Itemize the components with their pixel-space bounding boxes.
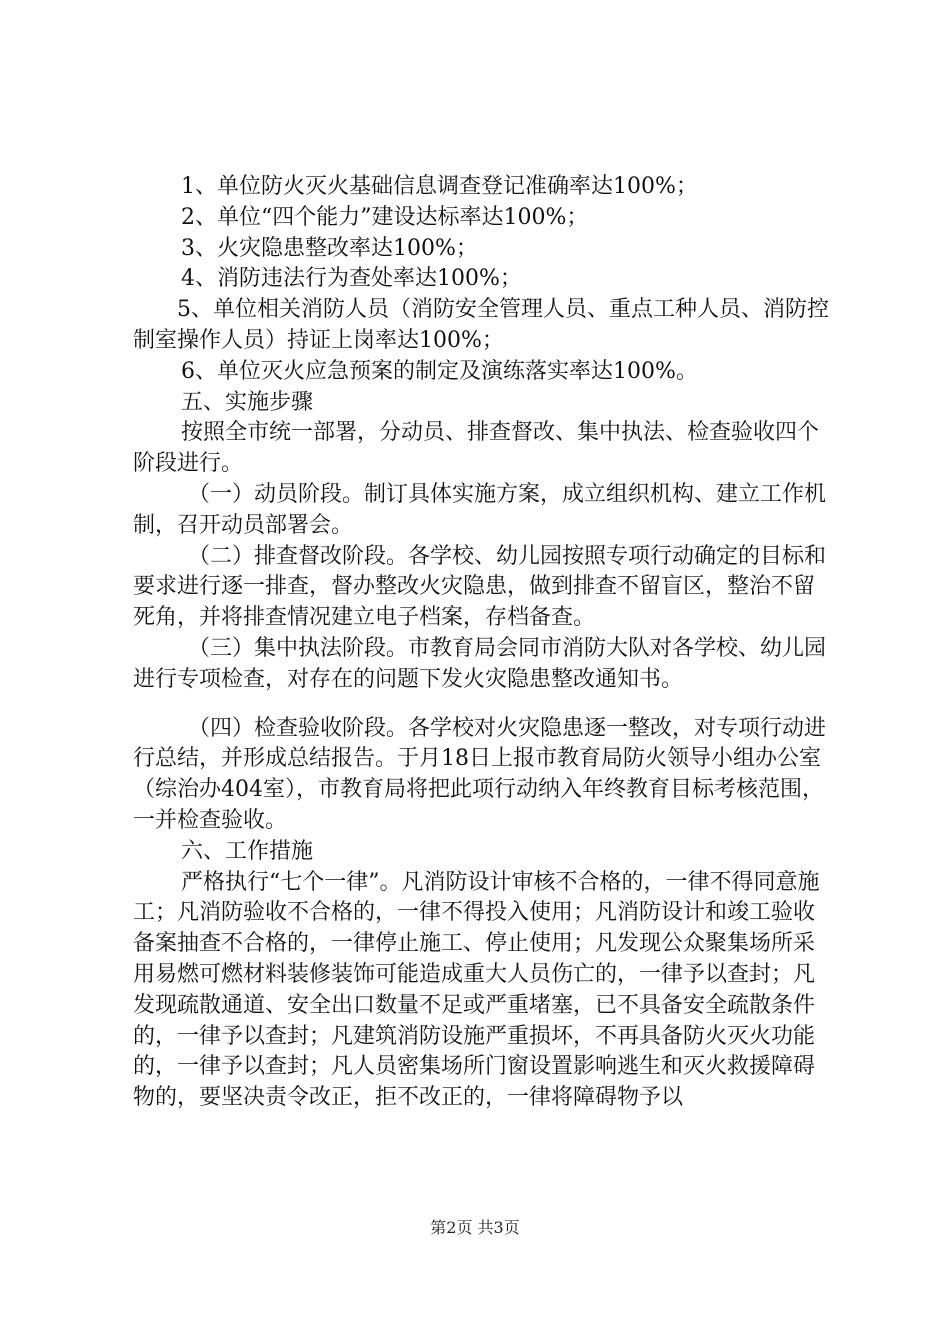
page-footer: 第2页 共3页: [430, 1218, 520, 1237]
target-item-1: 1、单位防火灭火基础信息调查登记准确率达100%；: [181, 174, 698, 199]
step-enforcement-paragraph: （三）集中执法阶段。市教育局会同市消防大队对各学校、幼儿园进行专项检查，对存在的问题下发火灾隐患整改通知书。: [133, 635, 827, 692]
target-item-5: 5、单位相关消防人员（消防安全管理人员、重点工种人员、消防控制室操作人员）持证上岗率达100%；: [133, 297, 829, 353]
section-heading-six: 六、工作措施: [181, 838, 314, 864]
section-heading-five: 五、实施步骤: [181, 389, 314, 415]
step-acceptance-paragraph: （四）检查验收阶段。各学校对火灾隐患逐一整改，对专项行动进行总结，并形成总结报告。于月18日上报市教育局防火领导小组办公室（综治办404室），市教育局将把此项行动纳入年终教育目标考核范围，一并检查验收。: [133, 715, 827, 833]
target-item-2: 2、单位“四个能力”建设达标率达100%；: [181, 204, 589, 230]
target-item-6: 6、单位灭火应急预案的制定及演练落实率达100%。: [181, 358, 698, 384]
target-item-4: 4、消防违法行为查处率达100%；: [181, 266, 522, 292]
paragraph-spacer: [133, 696, 833, 714]
steps-intro-paragraph: 按照全市统一部署，分动员、排查督改、集中执法、检查验收四个阶段进行。: [133, 420, 820, 477]
step-inspection-paragraph: （二）排查督改阶段。各学校、幼儿园按照专项行动确定的目标和要求进行逐一排查，督办整改火灾隐患，做到排查不留盲区，整治不留死角，并将排查情况建立电子档案，存档备查。: [133, 543, 827, 631]
document-body: [133, 172, 833, 1114]
step-mobilization-paragraph: （一）动员阶段。制订具体实施方案，成立组织机构、建立工作机制，召开动员部署会。: [133, 481, 827, 538]
measures-paragraph: 严格执行“七个一律”。凡消防设计审核不合格的，一律不得同意施工；凡消防验收不合格的，一律不得投入使用；凡消防设计和竣工验收备案抽查不合格的，一律停止施工、停止使用；凡发现公众聚集场所采用易燃可燃材料装修装饰可能造成重大人员伤亡的，一律予以查封；凡发现疏散通道、安全出口数量不足或严重堵塞，已不具备安全疏散条件的，一律予以查封；凡建筑消防设施严重损坏，不再具备防火灭火功能的，一律予以查封；凡人员密集场所门窗设置影响逃生和灭火救援障碍物的，要坚决责令改正，拒不改正的，一律将障碍物予以: [133, 869, 820, 1111]
target-item-3: 3、火灾隐患整改率达100%；: [181, 235, 478, 261]
